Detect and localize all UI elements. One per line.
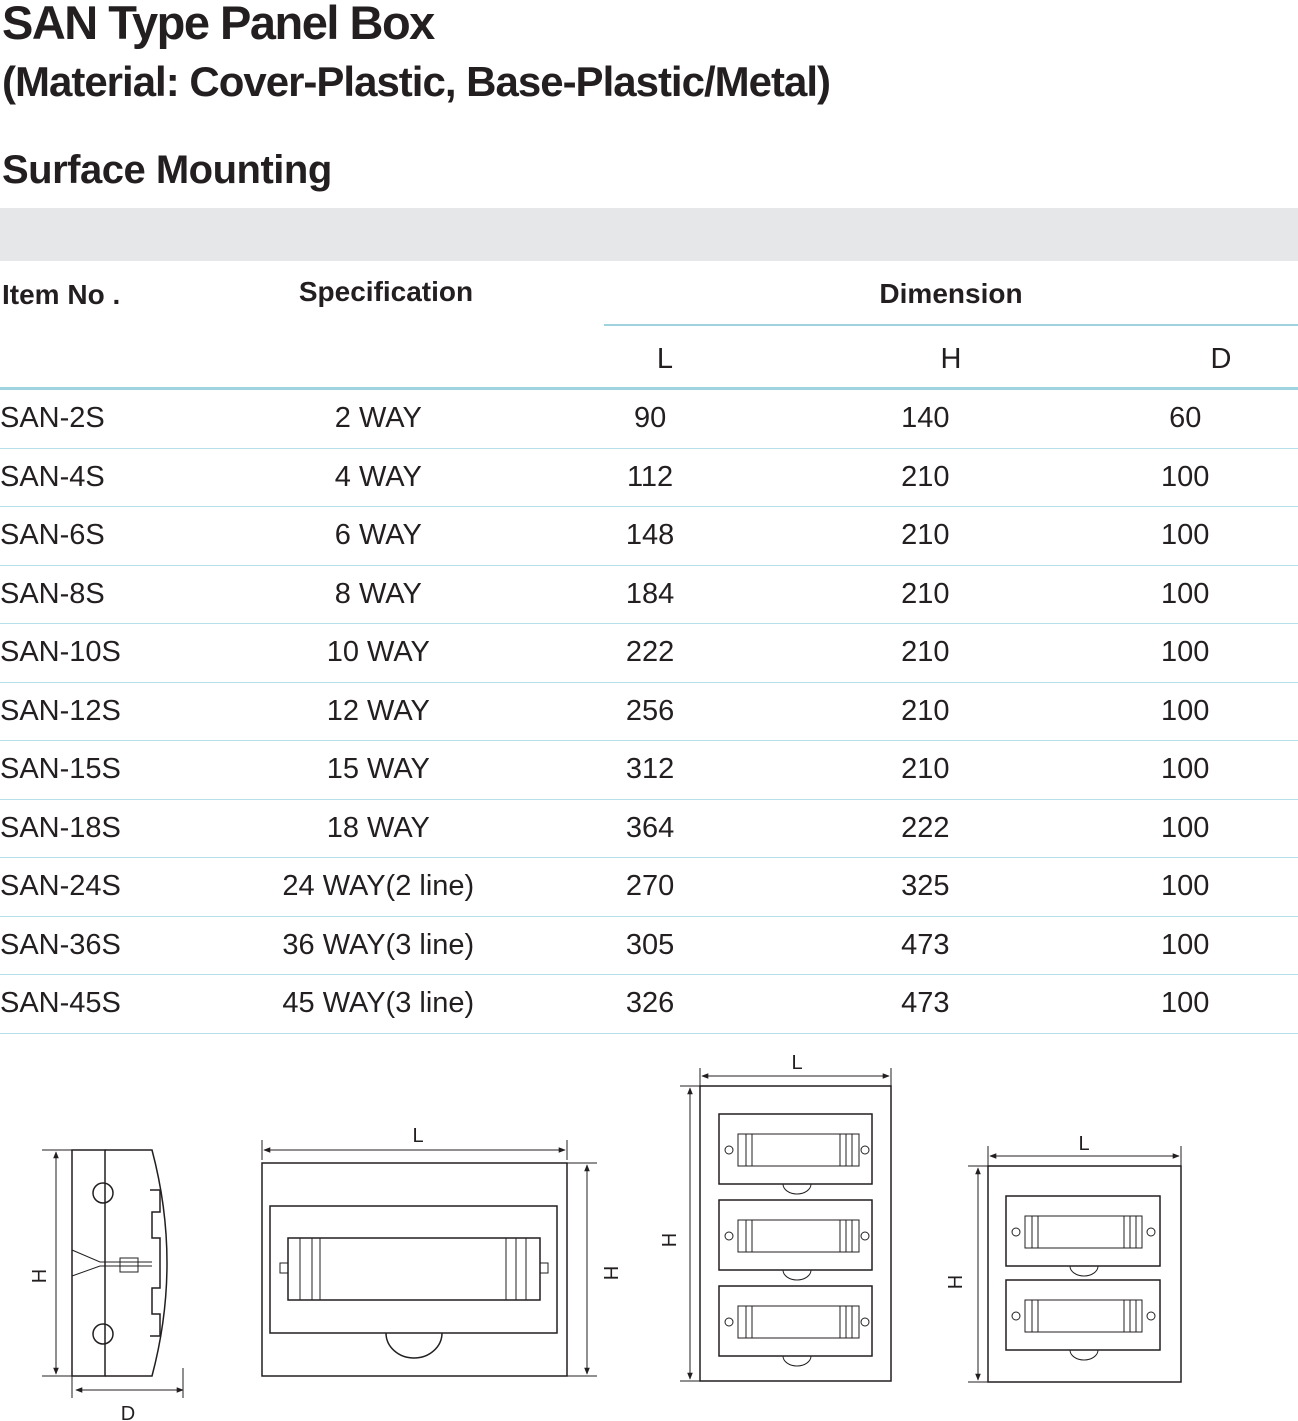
cell-l: 90 xyxy=(522,390,778,448)
cell-h: 473 xyxy=(778,916,1072,975)
single-h-label: H xyxy=(599,1265,621,1281)
cell-spec: 6 WAY xyxy=(235,507,522,566)
cell-h: 325 xyxy=(778,858,1072,917)
cell-l: 312 xyxy=(522,741,778,800)
header-h: H xyxy=(940,343,962,375)
cell-item: SAN-6S xyxy=(0,507,235,566)
side-h-label: H xyxy=(29,1268,51,1284)
cell-spec: 2 WAY xyxy=(235,390,522,448)
cell-h: 210 xyxy=(778,565,1072,624)
header-specification: Specification xyxy=(298,276,474,307)
cell-item: SAN-10S xyxy=(0,624,235,683)
cell-d: 100 xyxy=(1072,565,1298,624)
table-row xyxy=(0,448,1298,507)
side-view-drawing xyxy=(42,1150,183,1398)
page-title: SAN Type Panel Box xyxy=(2,0,434,49)
cell-spec: 12 WAY xyxy=(235,682,522,741)
cell-spec: 36 WAY(3 line) xyxy=(235,916,522,975)
cell-l: 148 xyxy=(522,507,778,566)
cell-spec: 24 WAY(2 line) xyxy=(235,858,522,917)
cell-l: 256 xyxy=(522,682,778,741)
cell-item: SAN-36S xyxy=(0,916,235,975)
table-row xyxy=(0,741,1298,800)
table-row xyxy=(0,507,1298,566)
cell-h: 140 xyxy=(778,390,1072,448)
triple-l-label: L xyxy=(791,1052,803,1074)
header-d: D xyxy=(1210,343,1232,375)
cell-h: 210 xyxy=(778,624,1072,683)
table-row xyxy=(0,682,1298,741)
table-row xyxy=(0,799,1298,858)
header-l: L xyxy=(656,343,674,375)
table-row xyxy=(0,975,1298,1034)
cell-d: 100 xyxy=(1072,858,1298,917)
side-d-label: D xyxy=(120,1403,136,1421)
table-row xyxy=(0,565,1298,624)
cell-h: 210 xyxy=(778,507,1072,566)
cell-h: 210 xyxy=(778,741,1072,800)
cell-d: 100 xyxy=(1072,975,1298,1034)
cell-d: 100 xyxy=(1072,799,1298,858)
cell-h: 210 xyxy=(778,448,1072,507)
cell-item: SAN-2S xyxy=(0,390,235,448)
material-subtitle: (Material: Cover-Plastic, Base-Plastic/Metal) xyxy=(2,58,830,105)
table-row xyxy=(0,858,1298,917)
table-row xyxy=(0,390,1298,448)
cell-spec: 4 WAY xyxy=(235,448,522,507)
table-row xyxy=(0,916,1298,975)
triple-h-label: H xyxy=(659,1232,681,1248)
cell-l: 305 xyxy=(522,916,778,975)
double-row-front-drawing xyxy=(968,1146,1181,1382)
cell-d: 100 xyxy=(1072,624,1298,683)
cell-d: 100 xyxy=(1072,448,1298,507)
cell-item: SAN-15S xyxy=(0,741,235,800)
header-band xyxy=(0,208,1298,261)
cell-d: 100 xyxy=(1072,507,1298,566)
cell-spec: 8 WAY xyxy=(235,565,522,624)
cell-item: SAN-4S xyxy=(0,448,235,507)
cell-l: 222 xyxy=(522,624,778,683)
cell-spec: 15 WAY xyxy=(235,741,522,800)
cell-l: 270 xyxy=(522,858,778,917)
cell-item: SAN-24S xyxy=(0,858,235,917)
table-row xyxy=(0,624,1298,683)
header-dimension: Dimension xyxy=(879,278,1023,309)
cell-l: 326 xyxy=(522,975,778,1034)
cell-item: SAN-45S xyxy=(0,975,235,1034)
dimension-underline xyxy=(604,324,1298,326)
cell-spec: 45 WAY(3 line) xyxy=(235,975,522,1034)
section-heading: Surface Mounting xyxy=(2,148,332,192)
double-h-label: H xyxy=(945,1274,967,1290)
cell-d: 60 xyxy=(1072,390,1298,448)
cell-l: 184 xyxy=(522,565,778,624)
single-row-front-drawing xyxy=(262,1140,597,1376)
double-l-label: L xyxy=(1078,1133,1090,1155)
cell-spec: 18 WAY xyxy=(235,799,522,858)
technical-drawings xyxy=(0,1040,1298,1421)
cell-spec: 10 WAY xyxy=(235,624,522,683)
triple-row-front-drawing xyxy=(680,1068,891,1381)
cell-item: SAN-8S xyxy=(0,565,235,624)
cell-h: 210 xyxy=(778,682,1072,741)
cell-d: 100 xyxy=(1072,682,1298,741)
single-l-label: L xyxy=(412,1125,424,1147)
cell-l: 112 xyxy=(522,448,778,507)
cell-l: 364 xyxy=(522,799,778,858)
cell-h: 222 xyxy=(778,799,1072,858)
cell-d: 100 xyxy=(1072,916,1298,975)
cell-d: 100 xyxy=(1072,741,1298,800)
dimension-table xyxy=(0,390,1298,1034)
header-item-no: Item No . xyxy=(2,279,121,310)
cell-h: 473 xyxy=(778,975,1072,1034)
cell-item: SAN-18S xyxy=(0,799,235,858)
cell-item: SAN-12S xyxy=(0,682,235,741)
